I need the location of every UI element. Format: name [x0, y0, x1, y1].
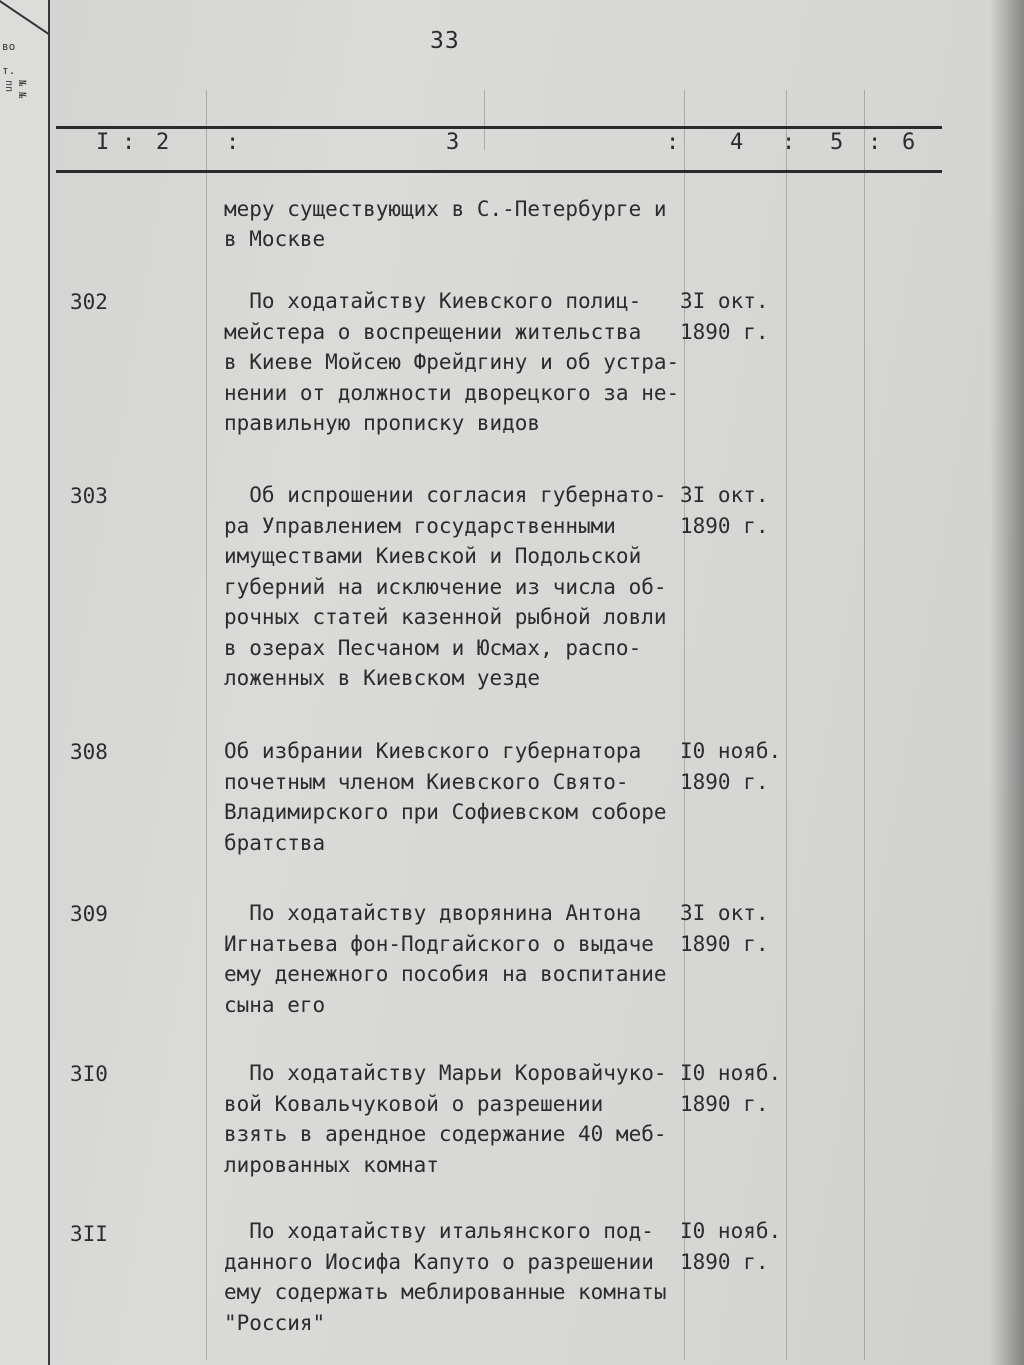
column-divider [864, 90, 865, 1360]
prev-page-fragment: № № пп [3, 80, 27, 99]
entry-description: Об испрошении согласия губернато- ра Управлением государственными имуществами Киевской и Подольской губерний на исключение из числа об- рочных статей казенной рыбной ловли в озерах Песчаном и Юсмах, распо- ложенных в Киевском уезде [224, 483, 667, 690]
entry-date: 3I окт. 1890 г. [680, 289, 769, 344]
entry-number: 308 [70, 740, 108, 764]
entry-description: По ходатайству итальянского под- данного Иосифа Капуто о разрешении ему содержать меблированные комнаты "Россия" [224, 1219, 667, 1335]
continuation-line: меру существующих в С.-Петербурге и [224, 197, 667, 221]
entry-number: 3I0 [70, 1062, 108, 1086]
column-header-3: 3 [446, 130, 460, 155]
prev-page-fragment: т. [2, 64, 16, 77]
entry-date: 3I окт. 1890 г. [680, 483, 769, 538]
column-separator: : [226, 130, 240, 155]
header-bottom-rule [56, 170, 942, 173]
entry-description: По ходатайству дворянина Антона Игнатьева фон-Подгайского о выдаче ему денежного пособия на воспитание сына его [224, 901, 667, 1017]
page-number: 33 [430, 28, 460, 54]
entry-number: 303 [70, 484, 108, 508]
header-top-rule [56, 126, 942, 129]
entry-date: I0 нояб. 1890 г. [680, 1061, 782, 1116]
prev-page-fragment: во [2, 40, 16, 53]
column-header-2: 2 [156, 130, 170, 155]
column-header-1: I [96, 130, 110, 155]
entry-description: По ходатайству Марьи Коровайчуко- вой Ковальчуковой о разрешении взять в арендное содержание 40 меб- лированных комнат [224, 1061, 667, 1177]
entry-description: Об избрании Киевского губернатора почетным членом Киевского Свято- Владимирского при Софиевском соборе братства [224, 739, 667, 855]
column-separator: : [122, 130, 136, 155]
previous-page-edge [0, 0, 50, 1365]
entry-number: 3II [70, 1222, 108, 1246]
table-header [56, 130, 956, 158]
entry-date: 3I окт. 1890 г. [680, 901, 769, 956]
entry-number: 309 [70, 902, 108, 926]
continuation-line: в Москве [224, 227, 326, 251]
column-separator: : [666, 130, 680, 155]
column-header-6: 6 [902, 130, 916, 155]
entry-date: I0 нояб. 1890 г. [680, 1219, 782, 1274]
column-separator: : [782, 130, 796, 155]
entry-description: По ходатайству Киевского полиц- мейстера о воспрещении жительства в Киеве Мойсею Фрейдгину и об устра- нении от должности дворецкого за не- правильную прописку видов [224, 289, 680, 435]
column-header-4: 4 [730, 130, 744, 155]
entry-number: 302 [70, 290, 108, 314]
column-header-5: 5 [830, 130, 844, 155]
column-separator: : [868, 130, 882, 155]
column-divider [786, 90, 787, 1360]
page-edge-shadow [990, 0, 1024, 1365]
entry-date: I0 нояб. 1890 г. [680, 739, 782, 794]
column-divider [206, 90, 207, 1360]
